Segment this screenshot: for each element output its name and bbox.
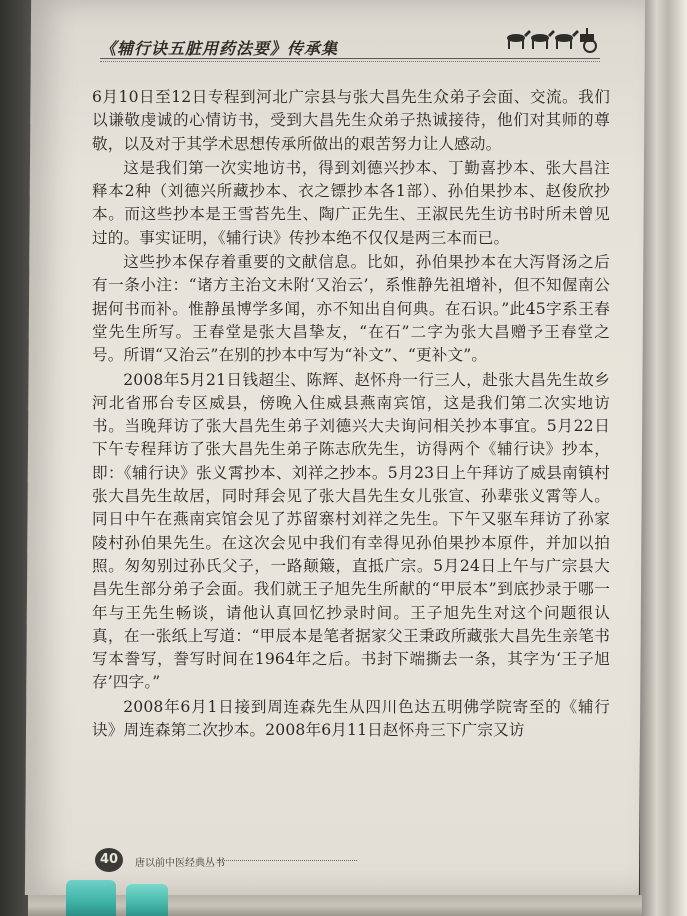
header-dotted-rule [100,61,600,62]
binder-clip [126,884,168,916]
header-rule [100,58,600,59]
page-bottom-edge [28,895,642,916]
paragraph: 这是我们第一次实地访书，得到刘德兴抄本、丁勤喜抄本、张大昌注释本2种（刘德兴所藏抄本、衣之镖抄本各1部）、孙伯果抄本、赵俊欣抄本。而这些抄本是王雪苔先生、陶广正先生、王淑民先生访书时所未曾见过的。事实证明，《辅行诀》传抄本绝不仅仅是两三本而已。 [92,158,610,247]
horse-chariot-icon [502,26,602,54]
binder-clip [66,880,116,916]
series-name: 唐以前中医经典丛书 [135,858,225,869]
page-footer [95,848,395,872]
footer-dotted-rule [217,860,357,861]
running-header [100,32,610,62]
book-page-stack [640,0,687,916]
paragraph: 这些抄本保存着重要的文献信息。比如，孙伯果抄本在大泻肾汤之后有一条小注：“诸方主治文未附‘又治云’，系惟静先祖增补，但不知偓南公据何书而补。惟静虽博学多闻，亦不知出自何典。在石识。”此45字系王春堂先生所写。王春堂是张大昌挚友，“在石”二字为张大昌赠予王春堂之号。所谓“又治云”在别的抄本中写为“补文”、“更补文”。 [92,253,610,365]
paragraph: 2008年5月21日钱超尘、陈辉、赵怀舟一行三人，赴张大昌先生故乡河北省邢台专区威县，傍晚入住威县燕南宾馆，这是我们第二次实地访书。当晚拜访了张大昌先生弟子刘德兴大夫询问相关抄本事宜。5月22日下午专程拜访了张大昌先生弟子陈志欣先生，访得两个《辅行诀》抄本，即：《辅行诀》张义霄抄本、刘祥之抄本。5月23日上午拜访了威县南镇村张大昌先生故居，同时拜会见了张大昌先生女儿张宣、孙辈张义霄等人。同日中午在燕南宾馆会见了苏留寨村刘祥之先生。下午又驱车拜访了孙家陵村孙伯果先生。在这次会见中我们有幸得见孙伯果抄本原件，并加以拍照。匆匆别过孙氏父子，一路颠簸，直抵广宗。5月24日上午与广宗县大昌先生部分弟子会面。我们就王子旭先生所献的“甲辰本”到底抄录于哪一年与王先生畅谈，请他认真回忆抄录时间。王子旭先生对这个问题很认真，在一张纸上写道：“甲辰本是笔者据家父王秉政所藏张大昌先生亲笔书写本誊写，誊写时间在1964年之后。书封下端撕去一条，其字为‘王子旭存’四字。” [92,370,610,692]
paragraph: 6月10日至12日专程到河北广宗县与张大昌先生众弟子会面、交流。我们以谦敬虔诚的心情访书，受到大昌先生众弟子热诚接待，他们对其师的尊敬，以及对于其学术思想传承所做出的艰苦努力让人感动。 [92,88,610,153]
paragraph: 2008年6月1日接到周连森先生从四川色达五明佛学院寄至的《辅行诀》周连森第二次抄本。2008年6月11日赵怀舟三下广宗又访 [92,697,610,740]
page-number: 40 [95,848,123,872]
running-header-title: 《辅行诀五脏用药法要》传承集 [100,39,339,58]
body-text [92,86,610,743]
